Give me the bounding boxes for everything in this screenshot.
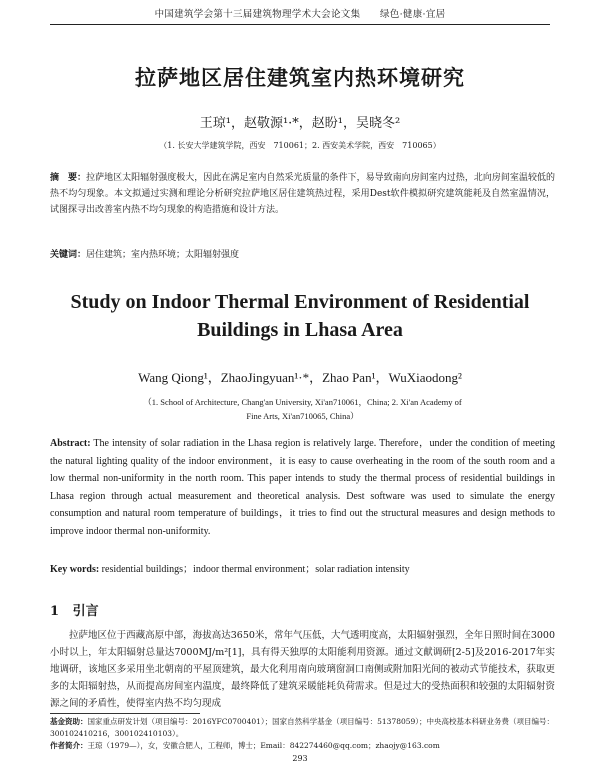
chinese-keywords-text: 居住建筑；室内热环境；太阳辐射强度 (86, 250, 240, 260)
english-affiliation: （1. School of Architecture, Chang'an University, Xi'an710061，China; 2. Xi'an Academy of Fine Arts, Xi'an710065, China） (143, 397, 462, 421)
english-keywords-label: Key words: (50, 564, 100, 575)
chinese-abstract-label: 摘 要： (50, 173, 87, 183)
english-keywords-text: residential buildings；indoor thermal environment；solar radiation intensity (101, 564, 410, 575)
author-note (50, 740, 560, 752)
page-number: 293 (292, 754, 308, 763)
section-number: 1 (50, 604, 60, 619)
running-header: 中国建筑学会第十三届建筑物理学术大会论文集 绿色·健康·宜居 (154, 9, 446, 20)
chinese-keywords (50, 247, 555, 260)
header-rule (50, 24, 550, 25)
chinese-affiliation: （1. 长安大学建筑学院，西安 710061；2. 西安美术学院，西安 710065） (159, 141, 441, 150)
chinese-abstract-text: 拉萨地区太阳辐射强度极大，因此在满足室内自然采光质量的条件下，易导致南向房间室内过热，北向房间室温较低的热不均匀现象。本文拟通过实测和理论分析研究拉萨地区居住建筑热过程，采用Dest软件模拟研究建筑能耗及自然室温情况，试图探寻出改善室内热不均匀现象的构造措施和设计方法。 (50, 173, 555, 215)
chinese-title: 拉萨地区居住建筑室内热环境研究 (135, 65, 465, 90)
english-authors: Wang Qiong¹，ZhaoJingyuan¹·*，Zhao Pan¹，WuXiaodong² (138, 370, 462, 385)
english-abstract-label: Abstract: (50, 438, 91, 449)
author-bio-label: 作者简介： (50, 741, 88, 750)
fund-label: 基金资助： (50, 717, 88, 726)
english-title-line-2: Buildings in Lhasa Area (197, 319, 403, 341)
english-keywords (50, 560, 555, 575)
english-abstract-text: The intensity of solar radiation in the Lhasa region is relatively large. Therefore，under the condition of meeting the natural lighting quality of the indoor environment，it is easy to cause overheating in the room of the south room and a low thermal non-uniformity in the north room. This paper intends to study the thermal process of residential buildings in Lhasa region through actual measurement and theoretical analysis. Dest software was used to simulate the energy consumption and natural room temperature of buildings，it tries to find out the structural measures and design methods to improve indoor thermal non-uniformity. (50, 438, 555, 537)
section-title: 引言 (72, 604, 99, 619)
chinese-authors: 王琼¹，赵敬源¹·*，赵盼¹，吴晓冬² (199, 116, 401, 131)
fund-text: 国家重点研发计划（项目编号：2016YFC0700401）；国家自然科学基金（项目编号：51378059）；中央高校基本科研业务费（项目编号：300102410216，300102410103）。 (50, 717, 555, 738)
section-heading (50, 600, 99, 619)
footnote-rule (50, 713, 200, 714)
fund-note (50, 716, 560, 740)
footnote (50, 716, 560, 752)
chinese-keywords-label: 关键词： (50, 250, 87, 260)
english-abstract (50, 435, 555, 541)
english-title-line-1: Study on Indoor Thermal Environment of Residential (70, 291, 530, 313)
english-title (0, 288, 600, 344)
chinese-abstract (50, 170, 555, 218)
author-bio-text: 王琼（1979—），女，安徽合肥人，工程师，博士；Email：842274460@qq.com；zhaojy@163.com (87, 741, 440, 750)
introduction-paragraph: 拉萨地区位于西藏高原中部，海拔高达3650米，常年气压低，大气透明度高，太阳辐射强烈，全年日照时间在3000小时以上，年太阳辐射总量达7000MJ/m²[1]，具有得天独厚的太阳能利用资源。通过文献调研[2-5]及2016-2017年实地调研，该地区多采用坐北朝南的平屋顶建筑，最大化利用南向玻璃窗洞口南侧或附加阳光间的被动式节能技术，获取更多的太阳辐射热，从而提高房间室内温度，最终降低了建筑采暖能耗负荷需求。但是过大的受热面积和较强的太阳辐射资源之间的矛盾性，使得室内热不均匀现成 (50, 630, 555, 709)
